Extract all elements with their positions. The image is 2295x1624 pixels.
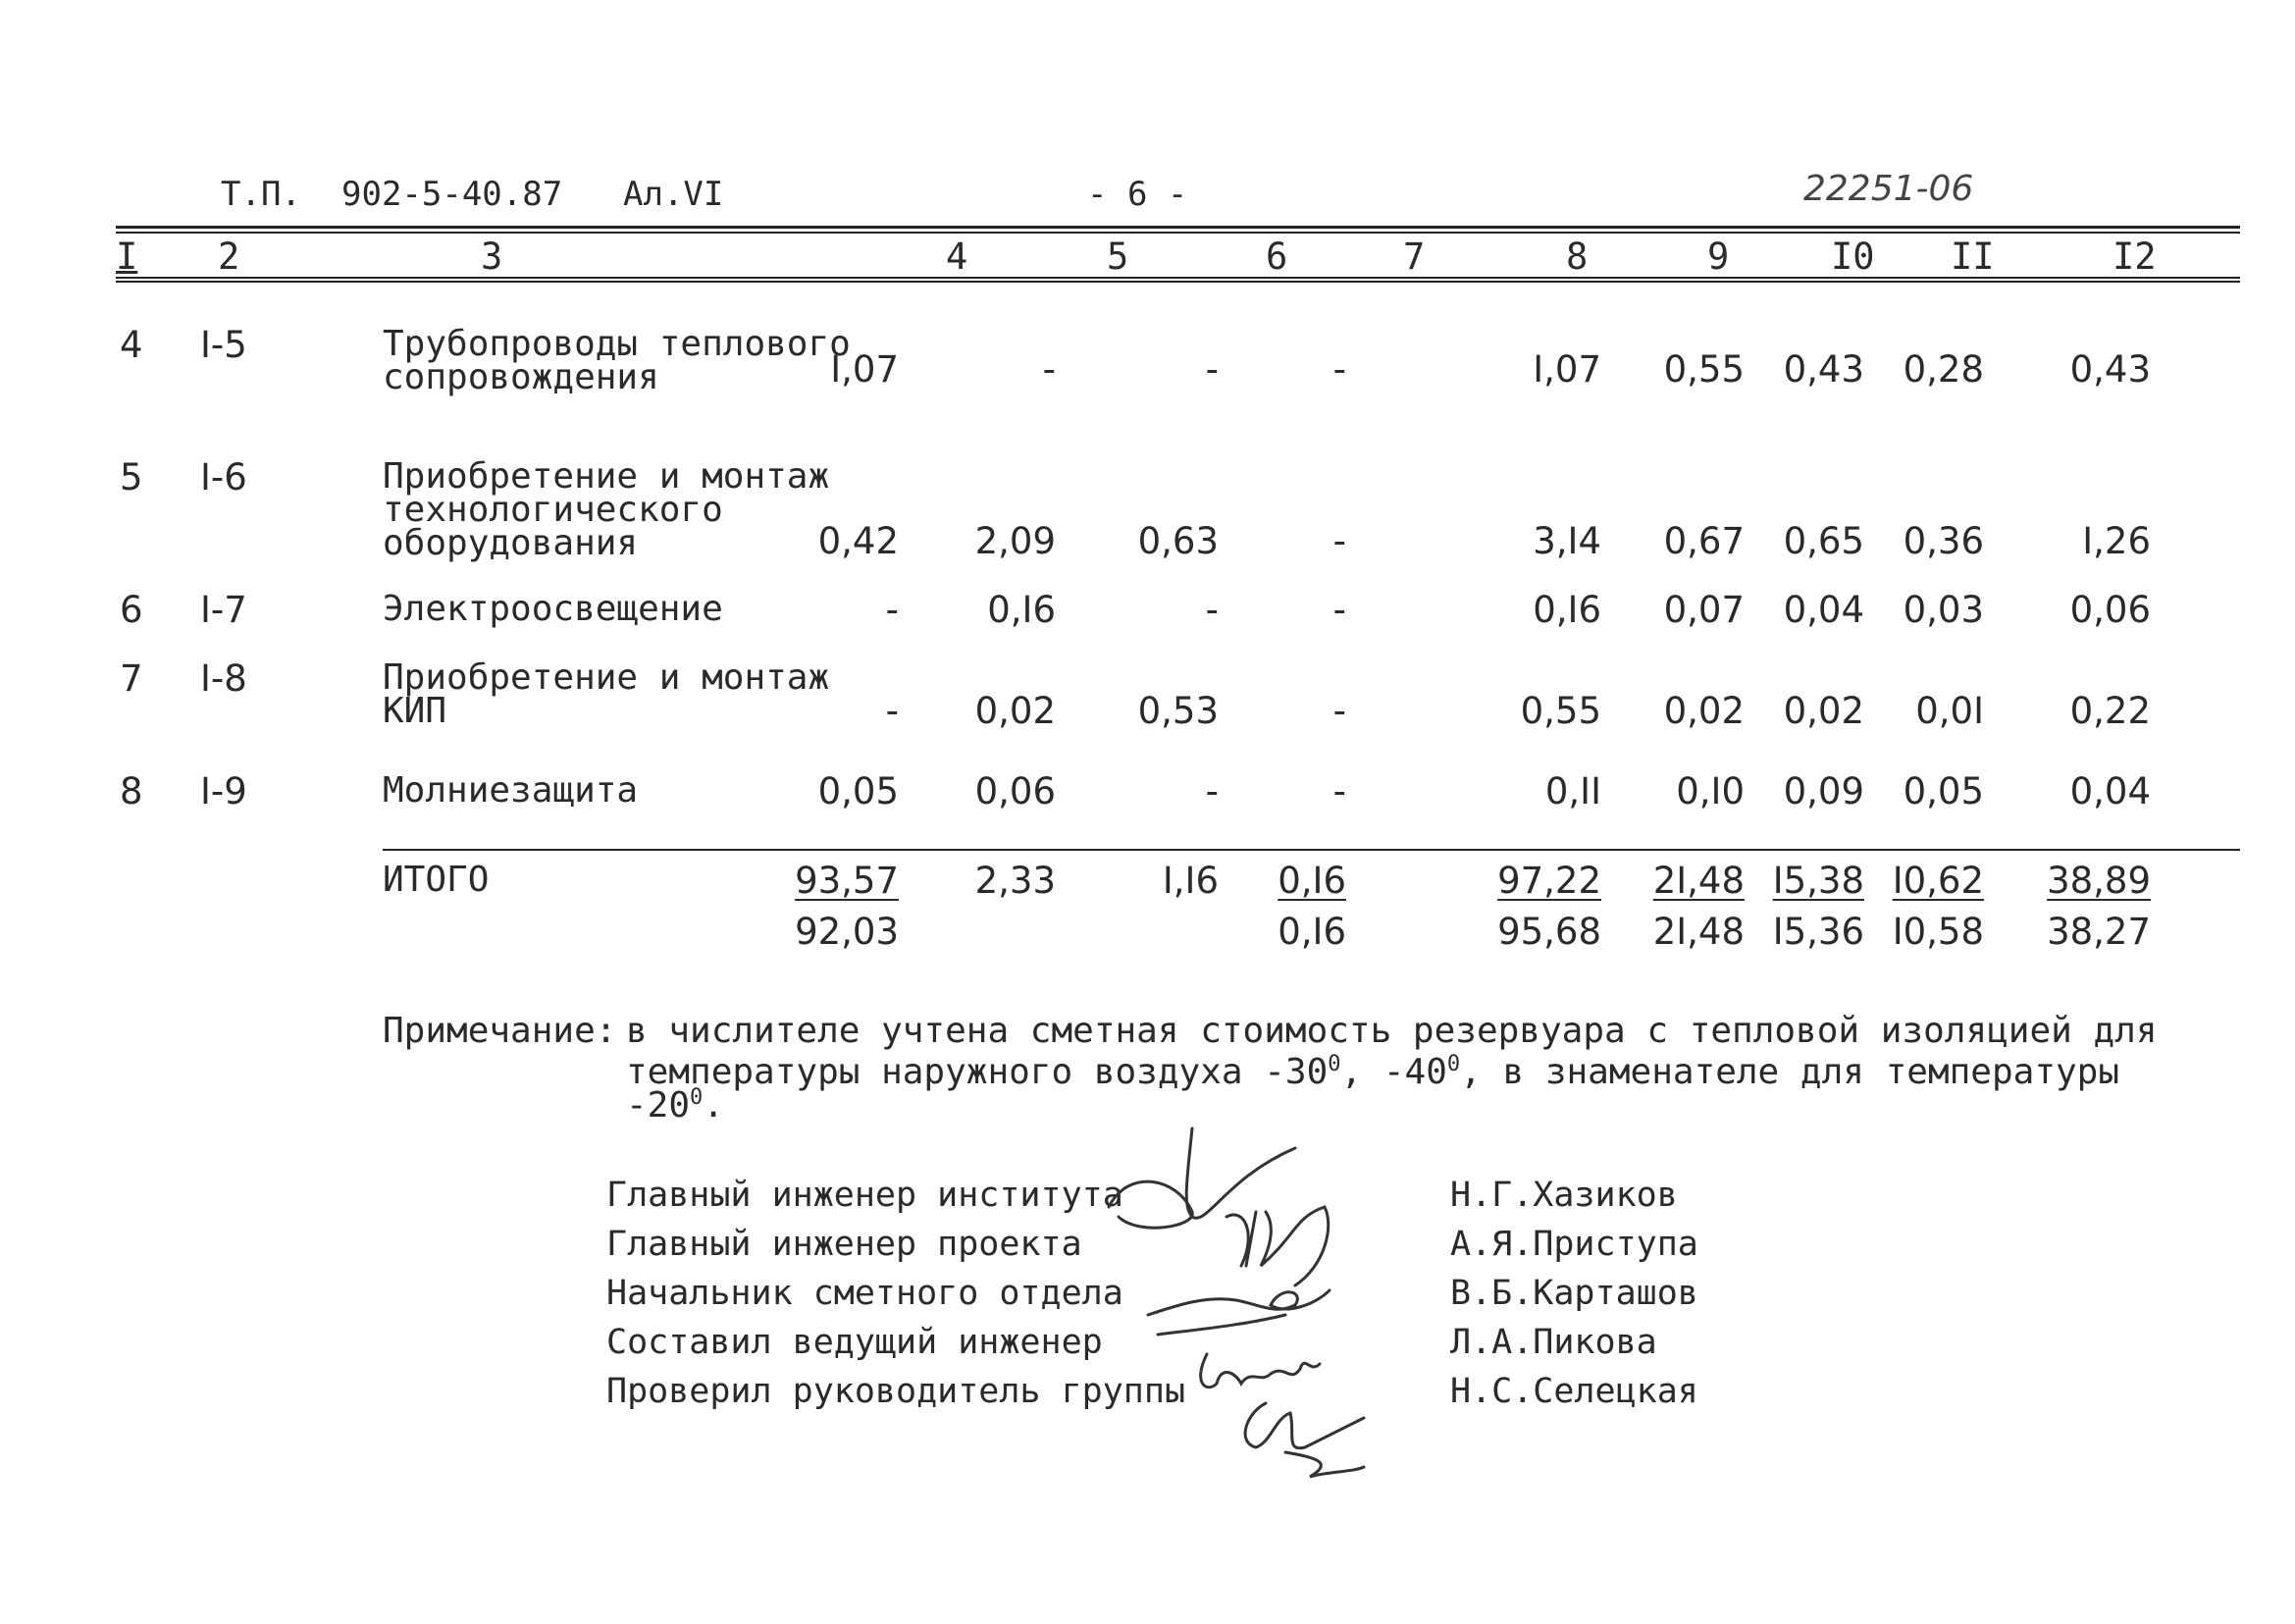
cell-v5: 2,09 xyxy=(974,520,1056,562)
header-rule-top-2 xyxy=(116,232,2240,234)
total-numerator-v9: 2I,48 xyxy=(1652,860,1745,902)
total-numerator-v6: I,I6 xyxy=(1162,860,1219,902)
row-name-line: Электроосвещение xyxy=(383,589,723,629)
handwritten-signatures xyxy=(1099,1119,1423,1492)
column-rule-2 xyxy=(116,281,2240,283)
total-numerator-v12: 38,89 xyxy=(2047,860,2151,902)
cell-v6: - xyxy=(1205,348,1219,391)
cell-v6: 0,53 xyxy=(1137,690,1219,732)
cell-v9: 0,07 xyxy=(1663,589,1745,631)
cell-v7: - xyxy=(1332,770,1346,812)
cell-v10: 0,09 xyxy=(1783,770,1864,812)
signatory-name: Н.Г.Хазиков xyxy=(1450,1176,1678,1215)
signatory-name: В.Б.Карташов xyxy=(1450,1274,1698,1313)
row-number: 4 xyxy=(120,324,143,366)
row-number: 5 xyxy=(120,456,143,498)
column-number: 9 xyxy=(1707,236,1730,278)
total-denominator-v8: 95,68 xyxy=(1497,911,1601,953)
column-number: I xyxy=(116,236,138,278)
signature-role: Главный инженер проекта xyxy=(606,1225,1082,1264)
note-label: Примечание: xyxy=(383,1011,617,1051)
project-code: Т.П. xyxy=(221,175,301,214)
total-numerator-v10: I5,38 xyxy=(1772,860,1864,902)
signatory-name: Н.С.Селецкая xyxy=(1450,1372,1698,1411)
column-number: 5 xyxy=(1107,236,1129,278)
cell-v7: - xyxy=(1332,690,1346,732)
row-name-line: технологического xyxy=(383,490,723,530)
cell-v9: 0,I0 xyxy=(1676,770,1745,812)
cell-v5: 0,02 xyxy=(974,690,1056,732)
cell-v4: 0,05 xyxy=(817,770,899,812)
total-denominator-v4: 92,03 xyxy=(795,911,899,953)
cell-v8: 0,55 xyxy=(1520,690,1601,732)
cell-v7: - xyxy=(1332,348,1346,391)
row-code: I-8 xyxy=(200,657,247,700)
total-numerator-v7: 0,I6 xyxy=(1278,860,1346,902)
total-numerator-v8: 97,22 xyxy=(1497,860,1601,902)
cell-v12: 0,04 xyxy=(2069,770,2151,812)
cell-v5: 0,06 xyxy=(974,770,1056,812)
row-name-line: Приобретение и монтаж xyxy=(383,456,830,497)
cell-v12: 0,22 xyxy=(2069,690,2151,732)
signature-role: Проверил руководитель группы xyxy=(606,1372,1186,1411)
album-label: Ал.VI xyxy=(623,175,724,214)
cell-v11: 0,0I xyxy=(1915,690,1984,732)
row-code: I-5 xyxy=(200,324,247,366)
cell-v5: 0,I6 xyxy=(987,589,1056,631)
cell-v10: 0,43 xyxy=(1783,348,1864,391)
row-code: I-6 xyxy=(200,456,247,498)
note-line-1: в числителе учтена сметная стоимость резервуара с тепловой изоляцией для xyxy=(626,1011,2158,1051)
total-numerator-v11: I0,62 xyxy=(1892,860,1984,902)
cell-v7: - xyxy=(1332,589,1346,631)
column-number: 3 xyxy=(481,236,503,278)
cell-v4: - xyxy=(885,589,899,631)
column-number: 8 xyxy=(1566,236,1589,278)
cell-v8: 0,I6 xyxy=(1533,589,1601,631)
cell-v10: 0,04 xyxy=(1783,589,1864,631)
row-number: 6 xyxy=(120,589,143,631)
total-label: ИТОГО xyxy=(383,860,490,900)
cell-v4: I,07 xyxy=(830,348,899,391)
total-denominator-v7: 0,I6 xyxy=(1278,911,1346,953)
cell-v12: 0,06 xyxy=(2069,589,2151,631)
cell-v6: - xyxy=(1205,589,1219,631)
signatory-name: А.Я.Приступа xyxy=(1450,1225,1698,1264)
header-rule-top xyxy=(116,226,2240,229)
note-line-3: $-20^0$. xyxy=(626,1085,724,1126)
signature-role: Главный инженер института xyxy=(606,1176,1123,1215)
column-number: I2 xyxy=(2112,236,2157,278)
row-name-line: Приобретение и монтаж xyxy=(383,657,830,698)
cell-v6: - xyxy=(1205,770,1219,812)
cell-v12: I,26 xyxy=(2082,520,2151,562)
cell-v9: 0,67 xyxy=(1663,520,1745,562)
total-denominator-v12: 38,27 xyxy=(2047,911,2151,953)
cell-v4: - xyxy=(885,690,899,732)
column-number: 6 xyxy=(1266,236,1288,278)
cell-v9: 0,02 xyxy=(1663,690,1745,732)
note-line-2: температуры наружного воздуха $-30^0$, $-40^0$, в знаменателе для температуры xyxy=(626,1052,2120,1092)
project-number: 902-5-40.87 xyxy=(341,175,563,214)
document-id: 22251-06 xyxy=(1803,169,1974,209)
row-name-line: Трубопроводы теплового xyxy=(383,324,851,364)
cell-v12: 0,43 xyxy=(2069,348,2151,391)
cell-v10: 0,02 xyxy=(1783,690,1864,732)
column-rule xyxy=(116,277,2240,279)
row-code: I-7 xyxy=(200,589,247,631)
page-number: - 6 - xyxy=(1087,175,1188,214)
column-number: 7 xyxy=(1403,236,1426,278)
cell-v9: 0,55 xyxy=(1663,348,1745,391)
row-name-line: сопровождения xyxy=(383,357,659,397)
signature-role: Начальник сметного отдела xyxy=(606,1274,1123,1313)
row-name-line: оборудования xyxy=(383,523,639,563)
total-denominator-v9: 2I,48 xyxy=(1652,911,1745,953)
cell-v8: 0,II xyxy=(1544,770,1601,812)
signatory-name: Л.А.Пикова xyxy=(1450,1323,1657,1362)
cell-v5: - xyxy=(1042,348,1056,391)
cell-v8: I,07 xyxy=(1533,348,1601,391)
cell-v11: 0,03 xyxy=(1903,589,1984,631)
total-denominator-v10: I5,36 xyxy=(1772,911,1864,953)
cell-v11: 0,36 xyxy=(1903,520,1984,562)
column-number: 2 xyxy=(218,236,240,278)
cell-v8: 3,I4 xyxy=(1533,520,1601,562)
total-denominator-v11: I0,58 xyxy=(1892,911,1984,953)
cell-v4: 0,42 xyxy=(817,520,899,562)
cell-v11: 0,28 xyxy=(1903,348,1984,391)
signature-role: Составил ведущий инженер xyxy=(606,1323,1103,1362)
row-name-line: КИП xyxy=(383,691,447,731)
row-number: 7 xyxy=(120,657,143,700)
cell-v11: 0,05 xyxy=(1903,770,1984,812)
cell-v7: - xyxy=(1332,520,1346,562)
column-number: I0 xyxy=(1831,236,1875,278)
column-number: 4 xyxy=(946,236,968,278)
column-number: II xyxy=(1951,236,1995,278)
cell-v10: 0,65 xyxy=(1783,520,1864,562)
total-numerator-v4: 93,57 xyxy=(795,860,899,902)
row-code: I-9 xyxy=(200,770,247,812)
row-name-line: Молниезащита xyxy=(383,770,639,811)
total-numerator-v5: 2,33 xyxy=(974,860,1056,902)
total-rule xyxy=(383,849,2240,851)
row-number: 8 xyxy=(120,770,143,812)
cell-v6: 0,63 xyxy=(1137,520,1219,562)
